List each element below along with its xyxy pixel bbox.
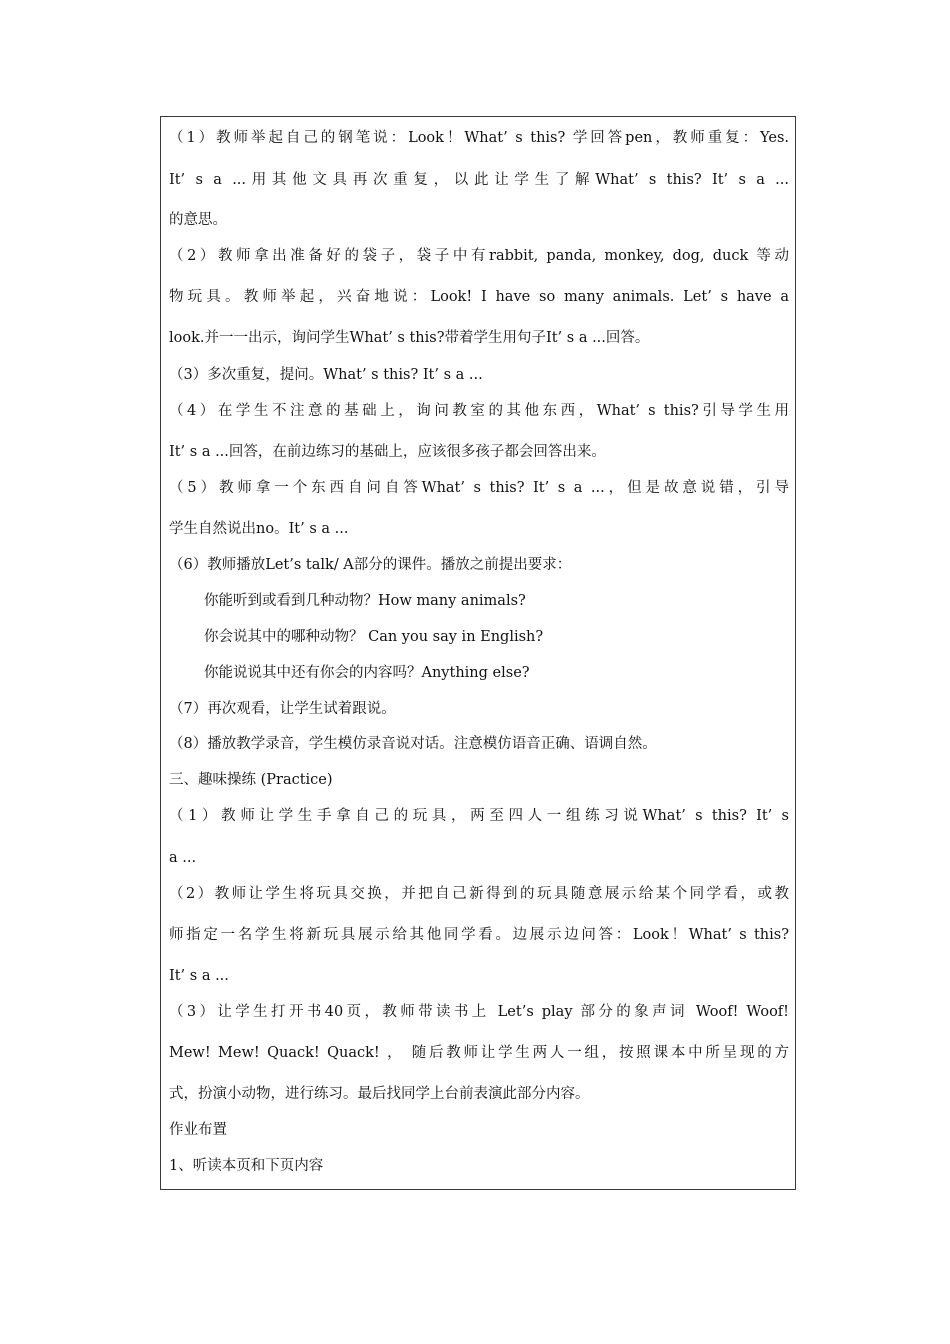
text-line: 学生自然说出no。It’ s a ...: [169, 521, 349, 537]
text-line: （1）教师举起自己的钢笔说：Look！What’ s this? 学回答pen，教师重复：Yes.: [169, 130, 789, 146]
text-line: （2）教师让学生将玩具交换，并把自己新得到的玩具随意展示给某个同学看，或教: [169, 886, 789, 902]
text-line: （5）教师拿一个东西自问自答What’ s this? It’ s a ...，但是故意说错，引导: [169, 480, 789, 496]
content-table-cell: [160, 116, 796, 1190]
section-heading: 作业布置: [169, 1122, 227, 1138]
text-line: （4）在学生不注意的基础上，询问教室的其他东西，What’ s this?引导学生用: [169, 403, 789, 419]
text-line: It’ s a ...回答，在前边练习的基础上，应该很多孩子都会回答出来。: [169, 444, 606, 460]
text-line: （3）让学生打开书40页，教师带读书上 Let’s play 部分的象声词 Woof! Woof!: [169, 1004, 789, 1020]
text-line: Mew! Mew! Quack! Quack! ， 随后教师让学生两人一组，按照课本中所呈现的方: [169, 1045, 789, 1061]
text-line: （7）再次观看，让学生试着跟说。: [169, 701, 396, 717]
text-line: （2）教师拿出准备好的袋子，袋子中有rabbit, panda, monkey, dog, duck 等动: [169, 248, 789, 264]
text-line: 式，扮演小动物，进行练习。最后找同学上台前表演此部分内容。: [169, 1086, 590, 1102]
text-line: It’ s a ...: [169, 968, 229, 984]
text-line: （3）多次重复，提问。What’ s this? It’ s a ...: [169, 367, 483, 383]
text-line: 1、听读本页和下页内容: [169, 1158, 324, 1174]
text-line: （1）教师让学生手拿自己的玩具，两至四人一组练习说What’ s this? It’ s: [169, 808, 789, 824]
text-line: 物玩具。教师举起，兴奋地说：Look! I have so many animals. Let’ s have a: [169, 289, 789, 305]
text-line: 的意思。: [169, 212, 227, 228]
text-line: look.并一一出示，询问学生What’ s this?带着学生用句子It’ s a ...回答。: [169, 330, 650, 346]
text-line: It’ s a ...用其他文具再次重复，以此让学生了解What’ s this? It’ s a ...: [169, 172, 789, 188]
text-line: a ...: [169, 850, 197, 866]
text-line: 你能说说其中还有你会的内容吗？Anything else?: [204, 665, 530, 681]
text-line: 你会说其中的哪种动物？ Can you say in English?: [204, 629, 544, 645]
text-line: 师指定一名学生将新玩具展示给其他同学看。边展示边问答：Look！What’ s this?: [169, 927, 789, 943]
text-line: （8）播放教学录音，学生模仿录音说对话。注意模仿语音正确、语调自然。: [169, 736, 657, 752]
section-heading: 三、趣味操练 (Practice): [169, 772, 333, 788]
text-line: 你能听到或看到几种动物？How many animals?: [204, 593, 526, 609]
text-line: （6）教师播放Let’s talk/ A部分的课件。播放之前提出要求：: [169, 557, 572, 573]
